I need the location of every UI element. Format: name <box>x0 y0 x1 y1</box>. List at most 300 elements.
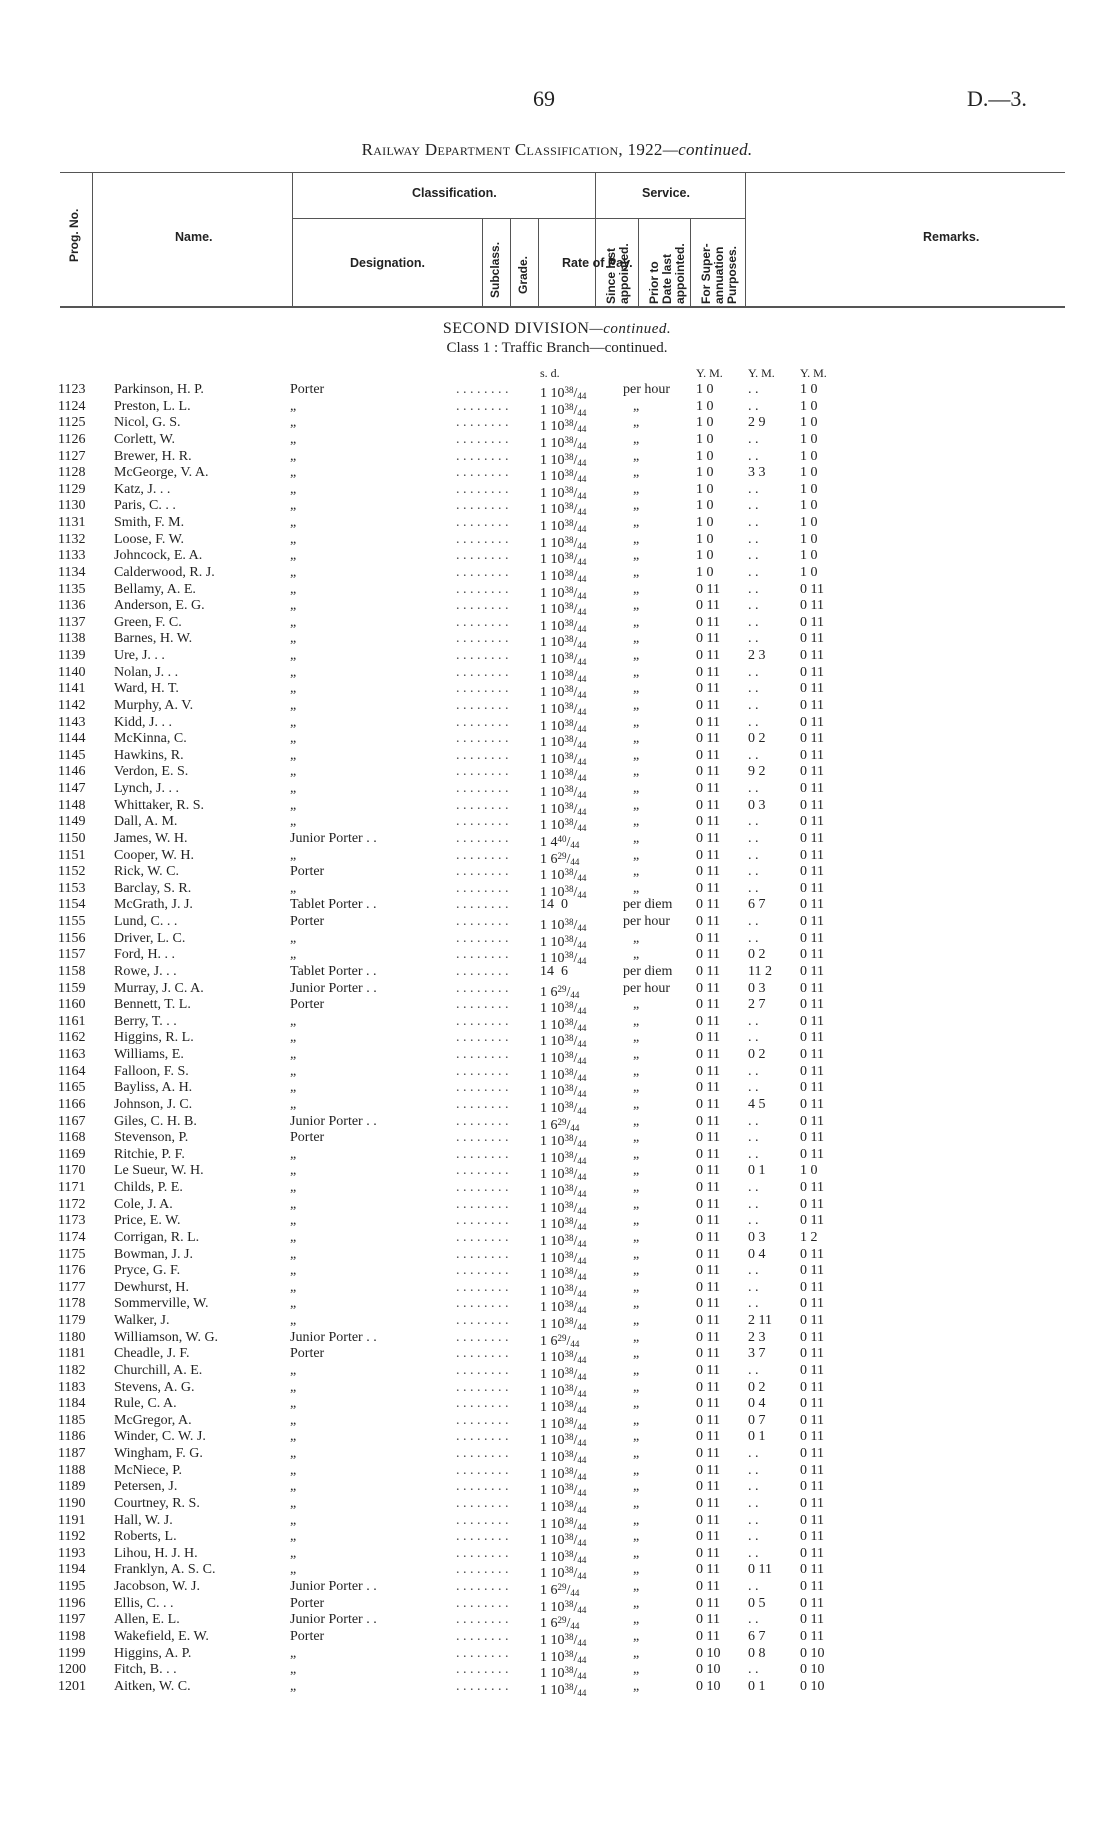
header-prior-to-date: Prior to Date last appointed. <box>647 243 687 304</box>
rate-fraction-numerator: 38 <box>564 1249 574 1260</box>
rate-of-pay: 1 $10^{38}/_{44}$ <box>540 1349 587 1366</box>
employee-name: Higgins, R. L. <box>114 1030 194 1046</box>
designation: Porter <box>290 1130 325 1146</box>
rate-pence: 10 <box>550 685 565 701</box>
leader-dots: . . . . . . . . <box>456 847 509 863</box>
since-last-appointed: 0 11 <box>696 1545 720 1561</box>
rate-fraction-numerator: 38 <box>564 401 574 412</box>
rate-fraction-denominator: 44 <box>577 1471 587 1482</box>
prior-to-date: . . <box>748 830 759 846</box>
rate-shillings: 1 <box>540 602 547 618</box>
rate-of-pay: 1 $6^{29}/_{44}$ <box>540 1332 580 1349</box>
rate-pence: 10 <box>550 1400 565 1416</box>
rate-of-pay: 1 $10^{38}/_{44}$ <box>540 717 587 734</box>
rate-fraction-denominator: 44 <box>577 1671 587 1682</box>
rate-of-pay: 1 $10^{38}/_{44}$ <box>540 1449 587 1465</box>
rate-fraction-numerator: 29 <box>557 850 567 861</box>
prog-number: 1189 <box>58 1479 86 1495</box>
prior-to-date: . . <box>748 515 759 530</box>
pay-period: „ <box>633 515 640 530</box>
prior-to-date: . . <box>748 714 759 730</box>
employee-name: Petersen, J. <box>114 1479 178 1495</box>
since-last-appointed: 0 11 <box>696 1329 720 1345</box>
since-last-appointed: 1 0 <box>696 415 714 431</box>
pay-period: „ <box>633 664 640 680</box>
rate-of-pay: 1 $10^{38}/_{44}$ <box>540 1133 587 1150</box>
prog-number: 1200 <box>58 1662 86 1678</box>
superannuation: 0 11 <box>800 830 824 846</box>
leader-dots: . . . . . . . . <box>456 963 509 979</box>
rate-fraction-denominator: 44 <box>577 573 587 584</box>
rate-fraction-denominator: 44 <box>577 657 587 667</box>
since-last-appointed: 0 11 <box>696 731 720 747</box>
prog-number: 1183 <box>58 1379 86 1395</box>
leader-dots: . . . . . . . . <box>456 781 509 796</box>
since-last-appointed: 1 0 <box>696 431 714 447</box>
designation: „ <box>290 1279 297 1295</box>
rate-fraction-numerator: 38 <box>564 1498 574 1509</box>
rate-fraction-denominator: 44 <box>570 1338 580 1349</box>
table-row <box>58 1330 958 1347</box>
prog-number: 1144 <box>58 731 86 747</box>
rate-fraction-denominator: 44 <box>577 823 587 834</box>
rate-pence: 6 <box>550 1616 558 1632</box>
table-row <box>58 1147 958 1164</box>
superannuation: 0 11 <box>800 1612 824 1628</box>
since-last-appointed: 0 11 <box>696 1146 720 1162</box>
prog-number: 1196 <box>58 1595 86 1611</box>
rate-of-pay: 1 $10^{38}/_{44}$ <box>540 1432 587 1449</box>
rate-shillings: 1 <box>540 801 547 817</box>
rate-of-pay: 1 $10^{38}/_{44}$ <box>540 1382 587 1399</box>
designation: „ <box>290 847 297 863</box>
table-row <box>58 1163 958 1183</box>
rate-shillings: 1 <box>540 951 547 967</box>
pay-period: „ <box>633 947 640 963</box>
since-last-appointed: 0 11 <box>696 1263 720 1279</box>
rate-fraction-denominator: 44 <box>570 839 580 850</box>
rate-shillings: 1 <box>540 1167 547 1183</box>
rate-of-pay: 1 $6^{29}/_{44}$ <box>540 850 580 867</box>
superannuation: 0 11 <box>800 598 824 614</box>
rate-pence: 10 <box>550 1184 565 1199</box>
prog-number: 1162 <box>58 1030 86 1046</box>
rate-fraction-denominator: 44 <box>577 1288 587 1299</box>
pay-period: „ <box>633 1479 640 1495</box>
table-row <box>58 1047 958 1064</box>
rate-shillings: 1 <box>540 1051 547 1066</box>
leader-dots: . . . . . . . . <box>456 1130 509 1146</box>
rate-pence: 10 <box>550 1267 565 1283</box>
prog-number: 1201 <box>58 1678 86 1694</box>
rate-shillings: 1 <box>540 1483 547 1499</box>
rate-shillings: 1 <box>540 1217 547 1233</box>
superannuation: 0 11 <box>800 764 824 780</box>
pay-period: „ <box>633 814 640 830</box>
table-row <box>58 465 958 485</box>
rate-shillings: 1 <box>540 1150 547 1166</box>
superannuation: 0 11 <box>800 1263 824 1279</box>
pay-period: „ <box>633 1246 640 1262</box>
employee-name: Loose, F. W. <box>114 531 185 547</box>
employee-name: Whittaker, R. S. <box>114 797 205 813</box>
rate-fraction-numerator: 38 <box>564 1532 574 1543</box>
leader-dots: . . . . . . . . <box>456 1180 509 1195</box>
rate-fraction-numerator: 38 <box>564 1515 574 1526</box>
prior-to-date: 2 7 <box>748 997 766 1013</box>
rate-fraction-numerator: 38 <box>564 1183 574 1193</box>
prior-to-date: . . <box>748 1579 759 1594</box>
leader-dots: . . . . . . . . <box>456 1113 509 1129</box>
employee-name: Johnson, J. C. <box>114 1096 193 1112</box>
pay-period: „ <box>633 1296 640 1312</box>
prog-number: 1143 <box>58 714 86 730</box>
pay-period: „ <box>633 1379 640 1395</box>
prog-number: 1151 <box>58 847 86 863</box>
rate-of-pay: 1 $10^{38}/_{44}$ <box>540 1665 587 1682</box>
rate-pence: 10 <box>550 585 565 601</box>
rate-pence: 10 <box>550 1150 565 1166</box>
pay-period: „ <box>633 1263 640 1279</box>
rate-fraction-numerator: 38 <box>564 750 574 761</box>
prog-number: 1172 <box>58 1196 86 1212</box>
employee-name: Verdon, E. S. <box>114 764 189 780</box>
leader-dots: . . . . . . . . <box>456 1579 509 1594</box>
designation: „ <box>290 1196 297 1212</box>
rate-fraction-numerator: 38 <box>564 667 574 678</box>
rate-shillings: 1 <box>540 1117 547 1133</box>
prior-to-date: . . <box>748 664 759 680</box>
rate-of-pay: 1 $10^{38}/_{44}$ <box>540 1232 587 1249</box>
leader-dots: . . . . . . . . <box>456 1396 509 1412</box>
superannuation: 0 11 <box>800 681 824 697</box>
prior-to-date: . . <box>748 1196 759 1212</box>
employee-name: Preston, L. L. <box>114 398 191 414</box>
table-row <box>58 698 958 715</box>
rate-fraction-denominator: 44 <box>577 640 587 651</box>
rate-of-pay: 1 $10^{38}/_{44}$ <box>540 1498 587 1515</box>
employee-name: Franklyn, A. S. C. <box>114 1562 216 1578</box>
rate-shillings: 1 <box>540 635 547 651</box>
pay-period: „ <box>633 1329 640 1345</box>
rate-shillings: 1 <box>540 1267 547 1283</box>
rate-pence: 10 <box>550 934 565 950</box>
rate-fraction-numerator: 38 <box>564 1232 574 1243</box>
rate-of-pay: 1 $10^{38}/_{44}$ <box>540 385 587 401</box>
rate-pence: 10 <box>550 718 565 734</box>
table-row <box>58 1346 958 1366</box>
table-row <box>58 1280 958 1297</box>
leader-dots: . . . . . . . . <box>456 1196 509 1212</box>
designation: „ <box>290 1429 297 1445</box>
prior-to-date: 0 2 <box>748 947 766 963</box>
designation: „ <box>290 1362 297 1378</box>
pay-period: per diem <box>623 897 673 913</box>
pay-period: „ <box>633 481 640 497</box>
prog-number: 1141 <box>58 681 86 697</box>
prior-to-date: . . <box>748 548 759 564</box>
rate-fraction-numerator: 38 <box>564 917 574 927</box>
rate-of-pay: 1 $6^{29}/_{44}$ <box>540 983 580 1000</box>
table-row <box>58 1579 958 1596</box>
rate-shillings: 1 <box>540 934 547 950</box>
rate-shillings: 1 <box>540 1001 547 1017</box>
pay-period: „ <box>633 1645 640 1661</box>
designation: „ <box>290 1163 297 1179</box>
employee-name: Winder, C. W. J. <box>114 1429 206 1445</box>
rate-pence: 10 <box>550 519 565 534</box>
rate-of-pay: 1 $10^{38}/_{44}$ <box>540 933 587 950</box>
rate-shillings: 1 <box>540 1350 547 1366</box>
designation: „ <box>290 1229 297 1245</box>
header-grade: Grade. <box>516 255 530 294</box>
prog-number: 1127 <box>58 448 86 464</box>
prog-number: 1184 <box>58 1396 86 1412</box>
prog-number: 1185 <box>58 1412 86 1428</box>
rate-pence: 10 <box>550 1366 565 1382</box>
page-number: 69 <box>533 86 555 111</box>
header-since-last-appointed: Since last appointed. <box>604 243 631 304</box>
rate-pence: 10 <box>550 868 565 884</box>
designation: „ <box>290 1495 297 1511</box>
prior-to-date: 0 2 <box>748 731 766 747</box>
rate-of-pay: 1 $10^{38}/_{44}$ <box>540 917 587 933</box>
employee-name: Corrigan, R. L. <box>114 1229 200 1245</box>
rate-fraction-denominator: 44 <box>577 773 587 784</box>
rate-of-pay: 1 $10^{38}/_{44}$ <box>540 700 587 717</box>
leader-dots: . . . . . . . . <box>456 1080 509 1096</box>
superannuation: 0 11 <box>800 1595 824 1611</box>
rate-fraction-numerator: 38 <box>564 1216 574 1227</box>
employee-name: Courtney, R. S. <box>114 1495 200 1511</box>
rate-of-pay: 1 $10^{38}/_{44}$ <box>540 1216 587 1233</box>
employee-name: Dall, A. M. <box>114 814 178 830</box>
prog-number: 1148 <box>58 797 86 813</box>
rate-pence: 10 <box>550 951 565 967</box>
rate-fraction-numerator: 38 <box>564 434 574 445</box>
rate-pence: 10 <box>550 1499 565 1515</box>
pay-period: „ <box>633 731 640 747</box>
designation: „ <box>290 1479 297 1495</box>
rate-shillings: 1 <box>540 1084 547 1100</box>
employee-name: Driver, L. C. <box>114 930 186 946</box>
leader-dots: . . . . . . . . <box>456 864 509 880</box>
rate-fraction-denominator: 44 <box>577 1022 587 1033</box>
prior-to-date: . . <box>748 814 759 830</box>
table-row <box>58 1596 958 1613</box>
rate-fraction-denominator: 44 <box>577 424 587 435</box>
rate-shillings: 1 <box>540 519 547 534</box>
employee-name: Johncock, E. A. <box>114 548 203 564</box>
leader-dots: . . . . . . . . <box>456 581 509 597</box>
table-row <box>58 498 958 518</box>
pay-period: „ <box>633 1545 640 1561</box>
rate-fraction-denominator: 44 <box>577 407 587 418</box>
employee-name: Kidd, J. . . <box>114 714 172 730</box>
rate-fraction-numerator: 38 <box>564 518 574 528</box>
designation: „ <box>290 664 297 680</box>
prior-to-date: . . <box>748 498 759 514</box>
leader-dots: . . . . . . . . <box>456 1263 509 1279</box>
leader-dots: . . . . . . . . <box>456 481 509 497</box>
prior-to-date: . . <box>748 914 759 929</box>
rate-fraction-denominator: 44 <box>577 1488 587 1499</box>
leader-dots: . . . . . . . . <box>456 1545 509 1561</box>
rate-of-pay: 1 $10^{38}/_{44}$ <box>540 1548 587 1565</box>
table-row <box>58 997 958 1017</box>
designation: „ <box>290 697 297 713</box>
since-last-appointed: 0 11 <box>696 914 720 929</box>
pay-period: „ <box>633 1595 640 1611</box>
rate-pence: 10 <box>550 635 565 651</box>
designation: Porter <box>290 914 325 929</box>
prog-number: 1191 <box>58 1512 86 1528</box>
superannuation: 0 11 <box>800 648 824 663</box>
rate-of-pay: 1 $10^{38}/_{44}$ <box>540 734 587 751</box>
prog-number: 1179 <box>58 1313 86 1328</box>
since-last-appointed: 0 11 <box>696 1446 720 1461</box>
pay-period: „ <box>633 930 640 946</box>
rate-fraction-numerator: 38 <box>564 1133 574 1144</box>
rate-fraction-numerator: 38 <box>564 1365 574 1376</box>
rate-pence: 10 <box>550 402 565 418</box>
rate-fraction-denominator: 44 <box>577 740 587 751</box>
designation: „ <box>290 880 297 896</box>
table-row <box>58 665 958 682</box>
rate-pence: 10 <box>550 1566 565 1582</box>
prog-number: 1130 <box>58 498 86 514</box>
prior-to-date: 3 7 <box>748 1346 766 1362</box>
rate-fraction-numerator: 38 <box>564 1432 574 1443</box>
rate-pence: 10 <box>550 1250 565 1266</box>
prior-to-date: . . <box>748 1612 759 1628</box>
rate-fraction-numerator: 38 <box>564 1415 574 1426</box>
pay-period: „ <box>633 1346 640 1362</box>
rate-fraction-numerator: 38 <box>564 1099 574 1110</box>
superannuation: 0 11 <box>800 1579 824 1594</box>
rate-fraction-numerator: 38 <box>564 1565 574 1576</box>
pay-period: „ <box>633 598 640 614</box>
rate-fraction-numerator: 29 <box>557 983 567 994</box>
rate-fraction-denominator: 44 <box>577 623 587 634</box>
pay-period: „ <box>633 1096 640 1112</box>
prog-number: 1187 <box>58 1446 86 1461</box>
rate-fraction-denominator: 44 <box>577 1654 587 1665</box>
prior-to-date: . . <box>748 1662 759 1678</box>
table-row <box>58 432 958 449</box>
rate-pence: 10 <box>550 768 565 784</box>
page-title <box>0 140 1114 160</box>
rate-of-pay: 1 $10^{38}/_{44}$ <box>540 1199 587 1216</box>
rate-pence: 10 <box>550 435 565 451</box>
prog-number: 1138 <box>58 631 86 647</box>
prog-number: 1149 <box>58 814 86 830</box>
rate-pence: 10 <box>550 1134 565 1150</box>
rate-fraction-denominator: 44 <box>577 1072 587 1083</box>
rate-of-pay: 1 $10^{38}/_{44}$ <box>540 617 587 634</box>
since-last-appointed: 0 11 <box>696 1479 720 1495</box>
rate-fraction-numerator: 38 <box>564 1199 574 1210</box>
employee-name: Jacobson, W. J. <box>114 1579 200 1594</box>
employee-name: Bennett, T. L. <box>114 997 191 1013</box>
prog-number: 1190 <box>58 1495 86 1511</box>
since-last-appointed: 0 11 <box>696 897 720 913</box>
employee-name: Aitken, W. C. <box>114 1678 191 1694</box>
prior-to-date: . . <box>748 1113 759 1129</box>
pay-period: „ <box>633 797 640 813</box>
prog-number: 1188 <box>58 1462 86 1478</box>
rate-shillings: 1 <box>540 618 547 634</box>
prog-number: 1142 <box>58 697 86 713</box>
prog-number: 1167 <box>58 1113 86 1129</box>
rate-of-pay: 1 $10^{38}/_{44}$ <box>540 584 587 601</box>
prog-number: 1194 <box>58 1562 86 1578</box>
since-last-appointed: 0 11 <box>696 614 720 630</box>
designation: „ <box>290 1545 297 1561</box>
rate-fraction-numerator: 38 <box>564 601 574 612</box>
pay-period: „ <box>633 1196 640 1212</box>
table-row <box>58 449 958 466</box>
rate-fraction-denominator: 44 <box>577 1355 587 1366</box>
rate-shillings: 1 <box>540 1583 547 1598</box>
rate-shillings: 1 <box>540 1616 547 1632</box>
pay-period: „ <box>633 714 640 730</box>
since-last-appointed: 0 11 <box>696 1279 720 1295</box>
since-last-appointed: 0 11 <box>696 1296 720 1312</box>
designation: „ <box>290 1529 297 1545</box>
rate-fraction-numerator: 38 <box>564 1681 574 1692</box>
rate-shillings: 1 <box>540 568 547 584</box>
leader-dots: . . . . . . . . <box>456 465 509 481</box>
rate-shillings: 1 <box>540 1034 547 1050</box>
since-last-appointed: 0 11 <box>696 1196 720 1212</box>
rate-fraction-denominator: 44 <box>577 1371 587 1382</box>
designation: „ <box>290 1396 297 1412</box>
class-title: Class 1 : Traffic Branch—continued. <box>446 340 668 356</box>
since-last-appointed: 0 11 <box>696 681 720 697</box>
prior-to-date: . . <box>748 1462 759 1478</box>
rate-of-pay: 1 $10^{38}/_{44}$ <box>540 1149 587 1166</box>
pay-period: „ <box>633 581 640 597</box>
employee-name: Barnes, H. W. <box>114 631 193 647</box>
rate-of-pay: 1 $10^{38}/_{44}$ <box>540 1183 587 1199</box>
designation: Junior Porter . . <box>290 1612 377 1628</box>
superannuation: 0 10 <box>800 1678 825 1694</box>
pay-period: „ <box>633 548 640 564</box>
since-last-appointed: 1 0 <box>696 448 714 464</box>
table-header <box>60 172 1065 308</box>
rate-shillings: 1 <box>540 1333 547 1349</box>
employee-name: Dewhurst, H. <box>114 1279 190 1295</box>
pay-period: „ <box>633 1529 640 1545</box>
rate-fraction-denominator: 44 <box>577 790 587 800</box>
rate-pence: 10 <box>550 668 565 684</box>
rate-fraction-numerator: 38 <box>564 1066 574 1077</box>
superannuation: 0 11 <box>800 847 824 863</box>
table-row <box>58 715 958 732</box>
prior-to-date: . . <box>748 781 759 796</box>
since-last-appointed: 0 11 <box>696 1030 720 1046</box>
table-row <box>58 798 958 815</box>
rate-pence: 10 <box>550 1350 565 1366</box>
rate-shillings: 1 <box>540 1632 547 1648</box>
prior-to-date: . . <box>748 1213 759 1229</box>
since-last-appointed: 0 11 <box>696 1013 720 1029</box>
employee-name: McGeorge, V. A. <box>114 465 209 481</box>
table-row <box>58 781 958 798</box>
employee-table-body <box>58 382 958 1698</box>
rate-fraction-denominator: 44 <box>577 457 587 468</box>
